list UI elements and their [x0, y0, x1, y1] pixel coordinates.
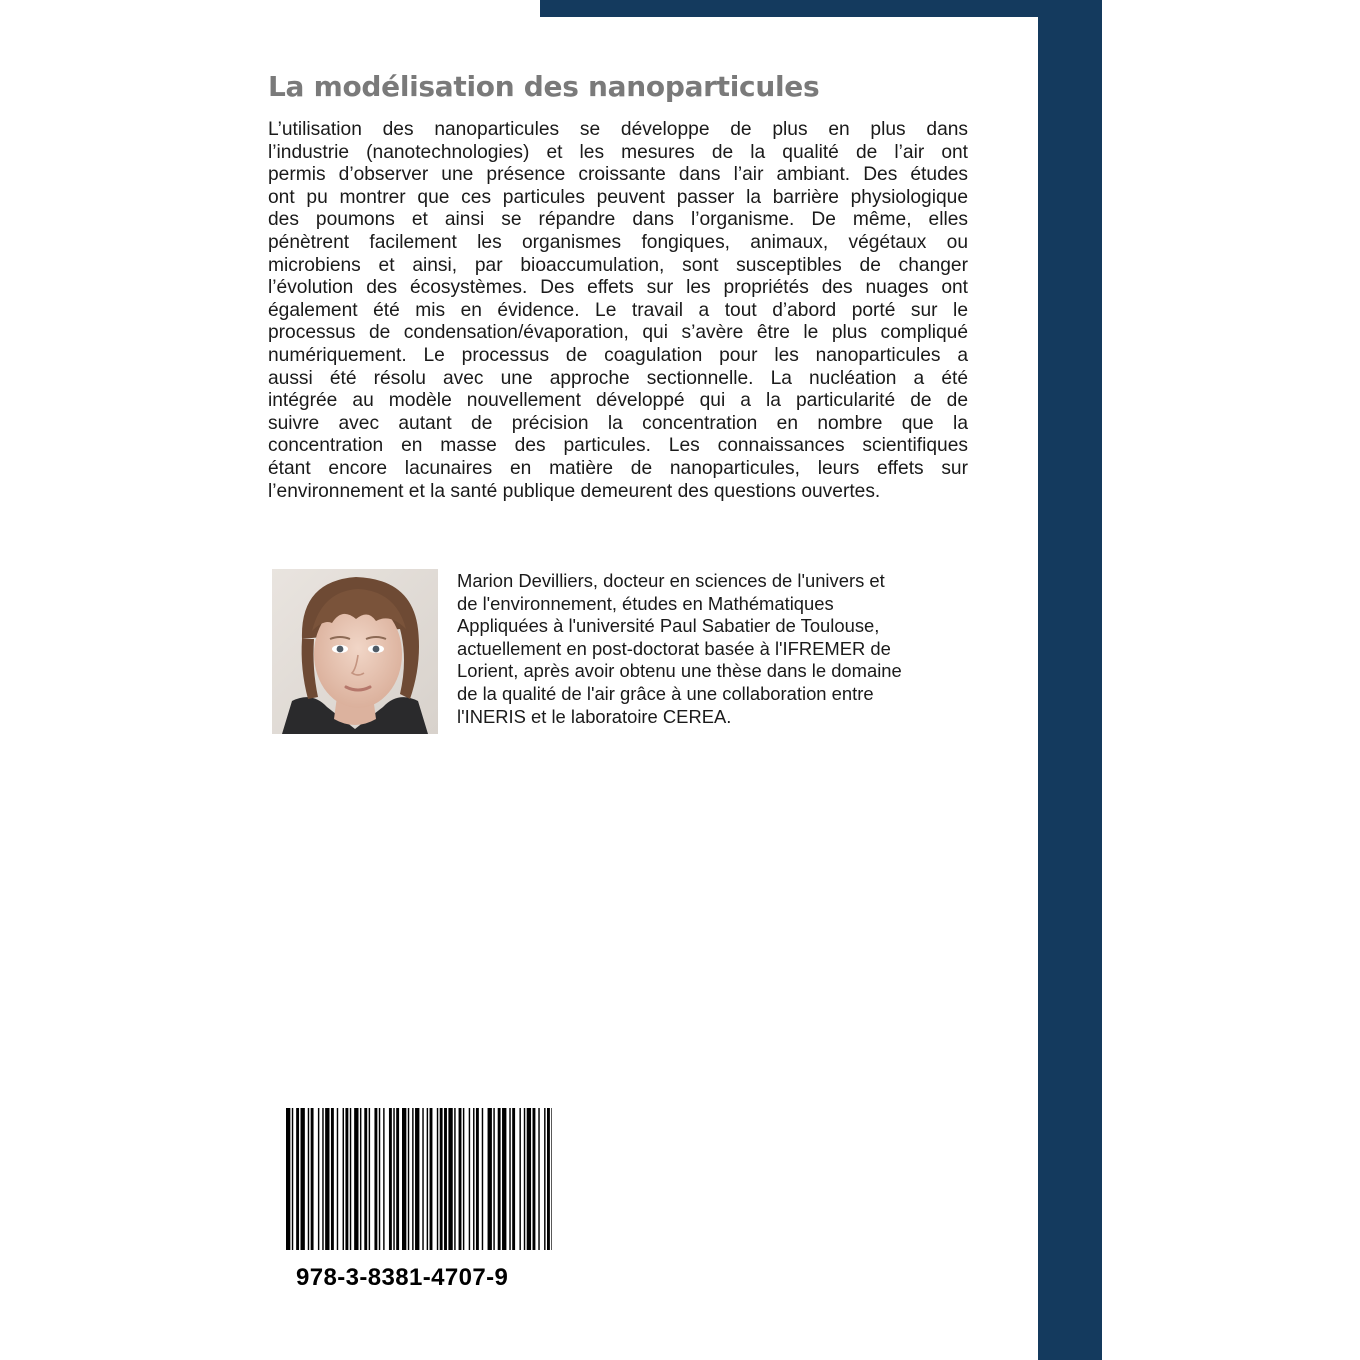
barcode-bar — [533, 1108, 536, 1250]
barcode-bar — [383, 1108, 384, 1250]
barcode-bar — [493, 1108, 494, 1250]
barcode-bar — [412, 1108, 413, 1250]
barcode-bar — [444, 1108, 447, 1250]
barcode-bar — [473, 1108, 474, 1250]
barcode-bar — [301, 1108, 305, 1250]
barcode-bar — [454, 1108, 455, 1250]
blurb-line: processus de condensation/évaporation, qui s’avère être le plus compliqué — [268, 322, 968, 344]
barcode-bar — [463, 1108, 464, 1250]
barcode-bar — [354, 1108, 358, 1250]
book-title: La modélisation des nanoparticules — [268, 70, 820, 103]
blurb-line: ont pu montrer que ces particules peuvent passer la barrière physiologique — [268, 186, 968, 208]
barcode-bar — [331, 1108, 334, 1250]
blurb-line: des poumons et ainsi se répandre dans l’organisme. De même, elles — [268, 209, 968, 231]
barcode-bar — [389, 1108, 392, 1250]
barcode-bar — [322, 1108, 323, 1250]
barcode-bar — [296, 1108, 299, 1250]
bio-line: de la qualité de l'air grâce à une collaboration entre — [457, 682, 874, 704]
blurb-line: pénètrent facilement les organismes fongiques, animaux, végétaux ou — [268, 231, 968, 253]
barcode-bar — [350, 1108, 351, 1250]
barcode-bar — [369, 1108, 370, 1250]
barcode-bar — [343, 1108, 344, 1250]
barcode-bar — [402, 1108, 406, 1250]
barcode-bar — [469, 1108, 470, 1250]
bio-line: l'INERIS et le laboratoire CEREA. — [457, 705, 732, 727]
barcode-bar — [527, 1108, 531, 1250]
barcode-bar — [396, 1108, 399, 1250]
barcode-bar — [430, 1108, 433, 1250]
blurb-line: également été mis en évidence. Le travail a tout d’abord porté sur le — [268, 299, 968, 321]
bio-line: Appliquées à l'université Paul Sabatier de Toulouse, — [457, 615, 880, 637]
blurb-line: l’évolution des écosystèmes. Des effets sur les propriétés des nuages ont — [268, 277, 968, 299]
cover-spine-band — [1038, 0, 1102, 1360]
barcode-bar — [538, 1108, 539, 1250]
blurb-line: suivre avec autant de précision la concentration en nombre que la — [268, 412, 968, 434]
barcode-bar — [325, 1108, 329, 1250]
blurb-line: l’industrie (nanotechnologies) et les mesures de la qualité de l’air ont — [268, 141, 968, 163]
barcode-bar — [345, 1108, 348, 1250]
barcode-bar — [551, 1108, 552, 1250]
barcode-bar — [427, 1108, 428, 1250]
blurb-line: aussi été résolu avec une approche sectionnelle. La nucléation a été — [268, 367, 968, 389]
barcode-bar — [488, 1108, 492, 1250]
barcode-bar — [415, 1108, 419, 1250]
bio-line: Lorient, après avoir obtenu une thèse dans le domaine — [457, 660, 902, 682]
barcode-bar — [360, 1108, 361, 1250]
blurb-line: numériquement. Le processus de coagulation pour les nanoparticules a — [268, 344, 968, 366]
barcode-bar — [459, 1108, 462, 1250]
bio-line: de l'environnement, études en Mathématiques — [457, 592, 834, 614]
barcode-bar — [482, 1108, 483, 1250]
blurb-line: microbiens et ainsi, par bioaccumulation, sont susceptibles de changer — [268, 254, 968, 276]
bio-line: actuellement en post-doctorat basée à l'IFREMER de — [457, 637, 891, 659]
barcode — [286, 1108, 552, 1250]
barcode-bar — [308, 1108, 309, 1250]
blurb-line: L’utilisation des nanoparticules se développe de plus en plus dans — [268, 119, 968, 140]
barcode-bar — [393, 1108, 394, 1250]
barcode-bar — [318, 1108, 319, 1250]
isbn-number: 978-3-8381-4707-9 — [296, 1264, 509, 1291]
blurb-line: intégrée au modèle nouvellement développé qui a la particularité de de — [268, 390, 968, 412]
blurb-line: étant encore lacunaires en matière de nanoparticules, leurs effets sur — [268, 457, 968, 479]
barcode-bar — [286, 1108, 290, 1250]
blurb-line: permis d’observer une présence croissante dans l’air ambiant. Des études — [268, 164, 968, 186]
cover-top-band — [540, 0, 1102, 17]
barcode-bar — [509, 1108, 510, 1250]
barcode-bar — [440, 1108, 443, 1250]
blurb-line: concentration en masse des particules. Les connaissances scientifiques — [268, 435, 968, 457]
blurb-line: l’environnement et la santé publique demeurent des questions ouvertes. — [268, 480, 881, 502]
barcode-bar — [498, 1108, 501, 1250]
barcode-bar — [544, 1108, 545, 1250]
barcode-bar — [337, 1108, 338, 1250]
barcode-bar — [524, 1108, 525, 1250]
barcode-bar — [379, 1108, 380, 1250]
barcode-bar — [311, 1108, 314, 1250]
barcode-bar — [437, 1108, 438, 1250]
barcode-bar — [547, 1108, 550, 1250]
barcode-bar — [476, 1108, 479, 1250]
barcode-bar — [519, 1108, 520, 1250]
barcode-bar — [374, 1108, 377, 1250]
barcode-bar — [292, 1108, 293, 1250]
barcode-bar — [502, 1108, 506, 1250]
barcode-bar — [408, 1108, 409, 1250]
bio-line: Marion Devilliers, docteur en sciences de l'univers et — [457, 570, 885, 591]
author-photo — [272, 569, 438, 734]
barcode-bar — [422, 1108, 423, 1250]
back-cover-blurb — [268, 119, 968, 503]
author-biography — [457, 570, 977, 728]
barcode-bar — [448, 1108, 452, 1250]
barcode-bar — [364, 1108, 367, 1250]
barcode-bar — [512, 1108, 515, 1250]
